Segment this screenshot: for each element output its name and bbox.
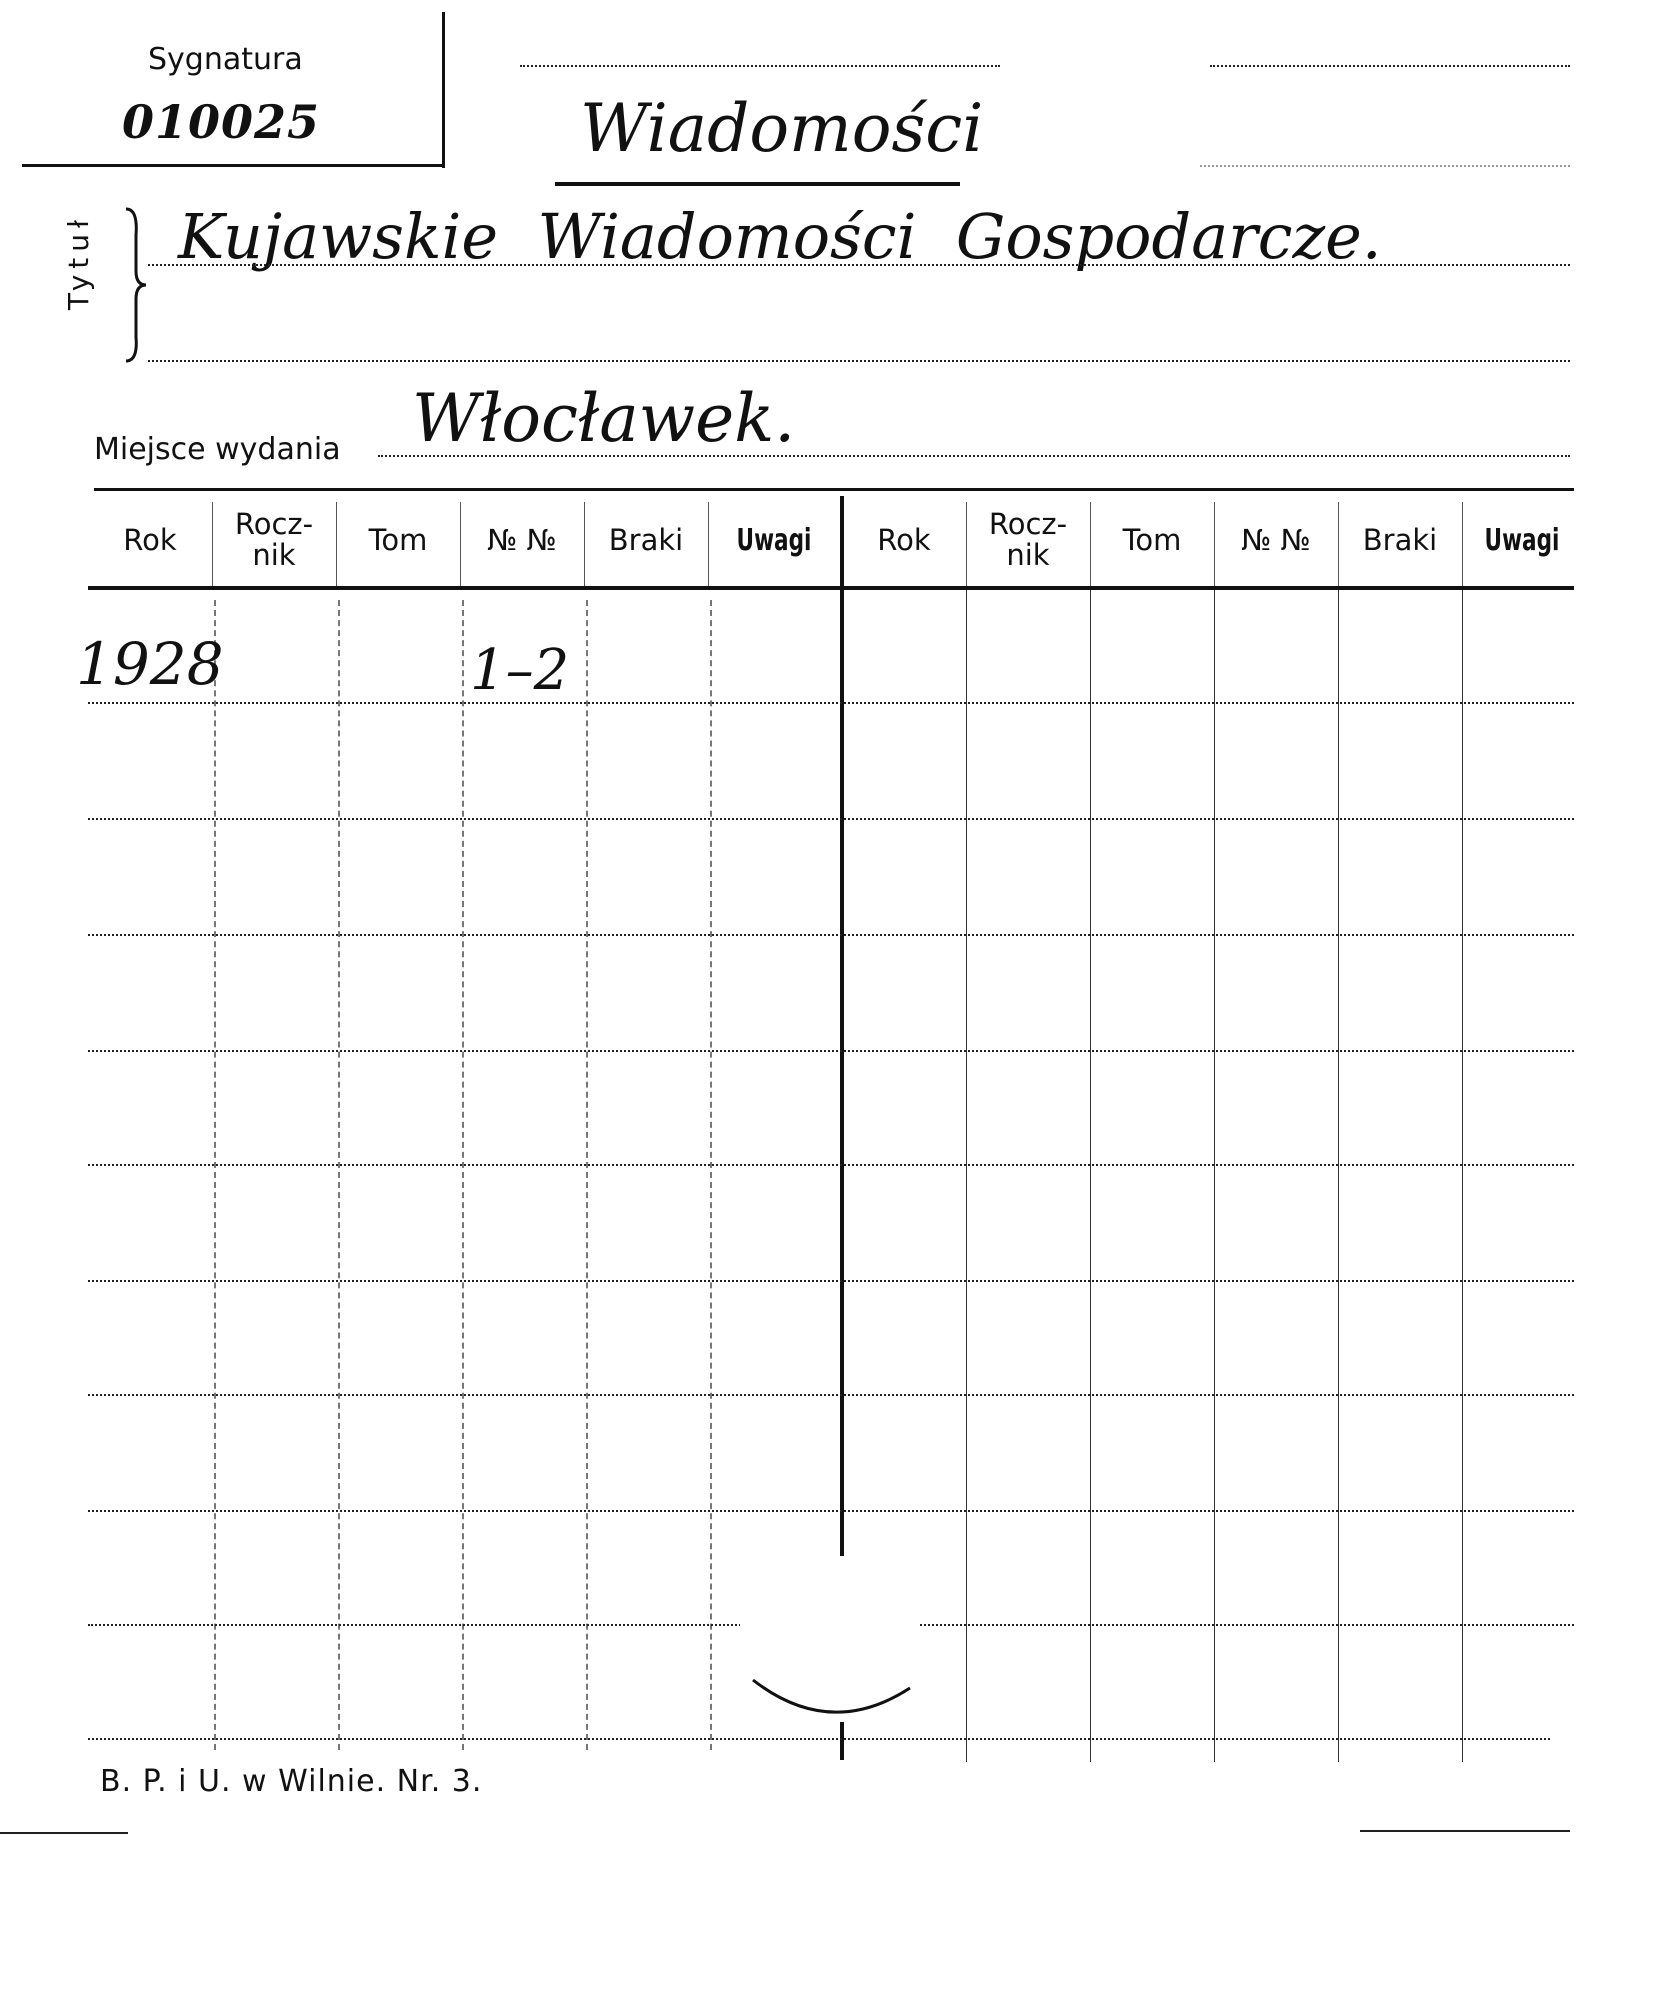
table-row-rule	[88, 1280, 1574, 1282]
card-edge-left	[0, 1832, 128, 1834]
title-top-rule-left	[520, 65, 1000, 67]
table-row-rule	[88, 1510, 1574, 1512]
tytul-brace	[120, 205, 150, 365]
header-sep	[1462, 502, 1463, 586]
title-line-2-rule	[148, 264, 1570, 266]
body-col-line	[462, 600, 464, 1750]
body-col-line	[1462, 590, 1463, 1762]
title-underline	[555, 182, 960, 186]
table-header-row	[88, 495, 1574, 585]
header-sep	[336, 502, 337, 586]
table-row-rule	[88, 1164, 1574, 1166]
title-line-1-rule	[1200, 165, 1570, 167]
header-sep	[708, 502, 709, 586]
col-header-uwagi-right: Uwagi	[1484, 522, 1560, 558]
body-col-line	[1214, 590, 1215, 1762]
header-sep	[1090, 502, 1091, 586]
entry-rok: 1928	[76, 630, 224, 698]
table-center-divider	[840, 496, 844, 1556]
title-line-3-rule	[148, 360, 1570, 362]
body-col-line	[966, 590, 967, 1762]
col-header-rok-left: Rok	[123, 522, 177, 557]
punch-hole-edge	[745, 1660, 925, 1730]
footer-imprint: B. P. i U. w Wilnie. Nr. 3.	[100, 1764, 483, 1799]
table-row-rule	[88, 818, 1574, 820]
col-header-tom-right: Tom	[1122, 522, 1182, 557]
col-header-rocznik-left: Rocz- nik	[234, 507, 314, 572]
col-header-numery-left: № №	[487, 522, 557, 557]
sygnatura-box-right-border	[442, 12, 445, 168]
body-col-line	[1338, 590, 1339, 1762]
body-col-line	[586, 600, 588, 1750]
header-sep	[460, 502, 461, 586]
table-row-rule	[88, 1738, 1550, 1740]
header-sep	[212, 502, 213, 586]
title-line-1: Wiadomości	[580, 90, 984, 167]
col-header-braki-left: Braki	[608, 522, 684, 557]
body-col-line	[710, 600, 712, 1750]
miejsce-rule	[378, 455, 1570, 457]
table-row-rule	[88, 1624, 748, 1626]
table-row-rule	[920, 1624, 1574, 1626]
card-edge-right	[1360, 1830, 1570, 1832]
sygnatura-box-bottom-border	[22, 164, 445, 167]
table-row-rule	[88, 1050, 1574, 1052]
miejsce-value: Włocławek.	[412, 380, 796, 457]
col-header-braki-right: Braki	[1362, 522, 1438, 557]
col-header-rok-right: Rok	[877, 522, 931, 557]
body-col-line	[338, 600, 340, 1750]
table-row-rule	[88, 702, 1574, 704]
header-sep	[584, 502, 585, 586]
table-row-rule	[88, 934, 1574, 936]
body-col-line	[214, 600, 216, 1750]
col-header-uwagi-left: Uwagi	[736, 522, 812, 558]
header-sep	[1338, 502, 1339, 586]
sygnatura-value: 010025	[122, 95, 321, 149]
col-header-tom-left: Tom	[368, 522, 428, 557]
header-sep	[966, 502, 967, 586]
body-col-line	[1090, 590, 1091, 1762]
sygnatura-label: Sygnatura	[148, 42, 303, 77]
table-row-rule	[88, 1394, 1574, 1396]
col-header-rocznik-right: Rocz- nik	[988, 507, 1068, 572]
tytul-label: Tytuł	[62, 214, 95, 310]
miejsce-label: Miejsce wydania	[94, 432, 341, 467]
table-header-bottom-border	[88, 586, 1574, 590]
col-header-numery-right: № №	[1241, 522, 1311, 557]
title-top-rule-right	[1210, 65, 1570, 67]
header-sep	[1214, 502, 1215, 586]
title-line-2: Kujawskie Wiadomości Gospodarcze.	[178, 200, 1382, 273]
entry-numery: 1–2	[470, 638, 570, 703]
table-top-border	[94, 488, 1574, 491]
